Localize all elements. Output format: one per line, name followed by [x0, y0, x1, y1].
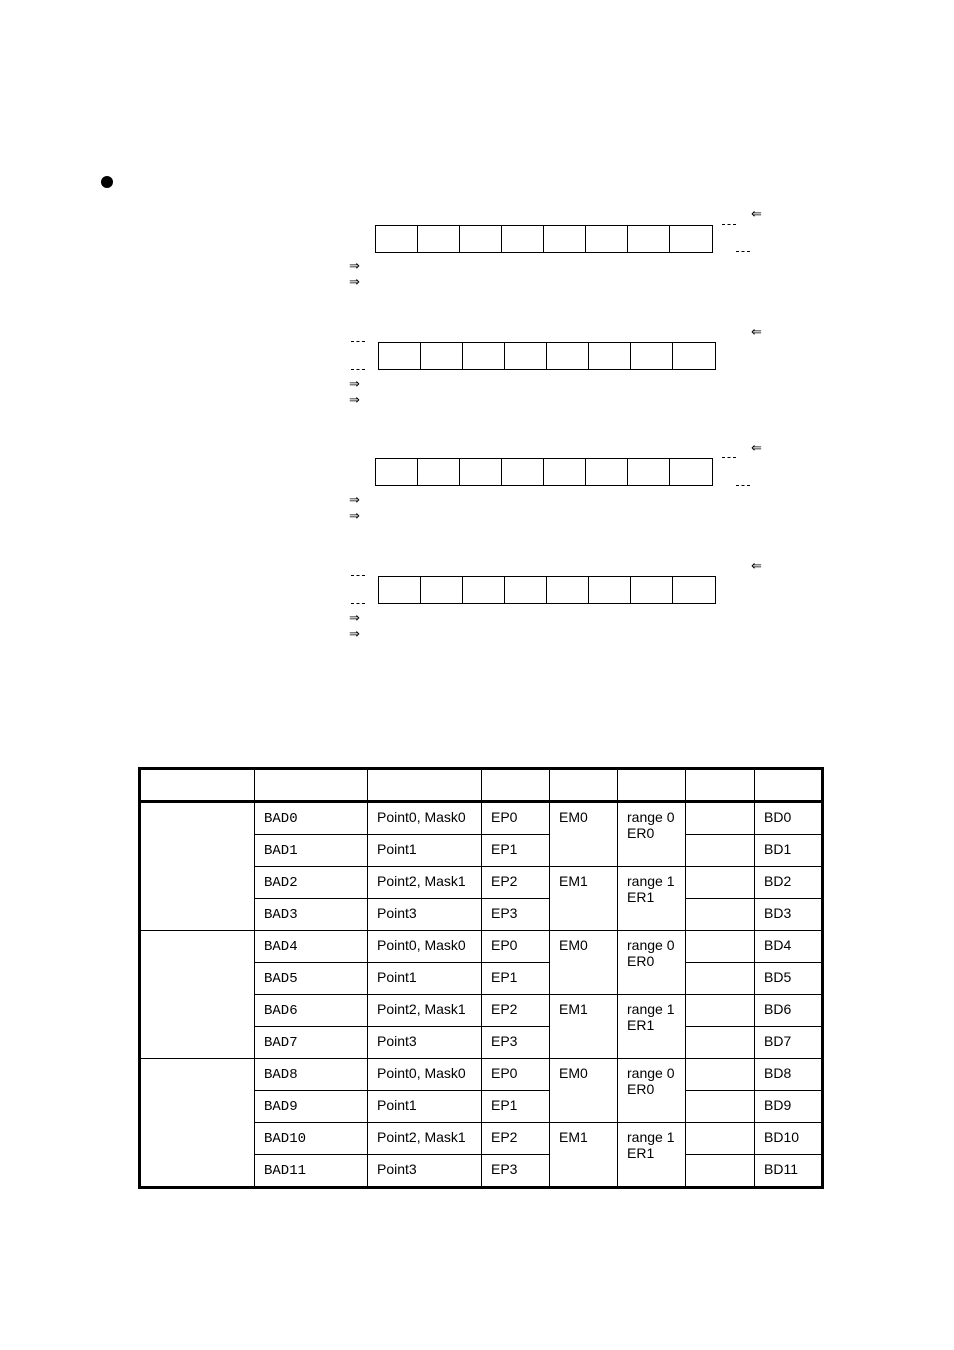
bd-cell: BD1 — [755, 835, 823, 867]
register-cells — [378, 576, 716, 604]
left-arrow-icon: ⇐ — [751, 441, 762, 456]
bad-cell: BAD1 — [255, 835, 368, 867]
ep-cell: EP3 — [482, 899, 550, 931]
register-cells — [378, 342, 716, 370]
bad-cell: BAD7 — [255, 1027, 368, 1059]
table-header-cell — [255, 769, 368, 802]
dash-line — [736, 251, 750, 252]
point-cell: Point3 — [368, 899, 482, 931]
bd-cell: BD7 — [755, 1027, 823, 1059]
empty-cell — [686, 1059, 755, 1091]
bullet-dot — [101, 176, 113, 188]
group-label-cell — [140, 931, 255, 1059]
bad-cell: BAD8 — [255, 1059, 368, 1091]
range-cell: range 1 ER1 — [618, 867, 686, 931]
left-arrow-icon: ⇐ — [751, 559, 762, 574]
range-cell: range 0 ER0 — [618, 802, 686, 867]
group-label-cell — [140, 802, 255, 931]
empty-cell — [686, 802, 755, 835]
empty-cell — [686, 931, 755, 963]
empty-cell — [686, 1123, 755, 1155]
ep-cell: EP1 — [482, 835, 550, 867]
em-cell: EM0 — [550, 931, 618, 995]
point-cell: Point2, Mask1 — [368, 867, 482, 899]
empty-cell — [686, 899, 755, 931]
point-cell: Point3 — [368, 1155, 482, 1188]
point-cell: Point1 — [368, 963, 482, 995]
bd-cell: BD6 — [755, 995, 823, 1027]
point-cell: Point1 — [368, 1091, 482, 1123]
bad-cell: BAD3 — [255, 899, 368, 931]
empty-cell — [686, 867, 755, 899]
bd-cell: BD10 — [755, 1123, 823, 1155]
dash-line — [351, 369, 365, 370]
bd-cell: BD4 — [755, 931, 823, 963]
ep-cell: EP0 — [482, 931, 550, 963]
em-cell: EM1 — [550, 1123, 618, 1188]
point-cell: Point0, Mask0 — [368, 931, 482, 963]
left-arrow-icon: ⇐ — [751, 325, 762, 340]
right-arrow-icon: ⇒ — [349, 259, 360, 274]
table-row — [140, 802, 823, 835]
empty-cell — [686, 1091, 755, 1123]
table-header-cell — [482, 769, 550, 802]
range-cell: range 0 ER0 — [618, 931, 686, 995]
right-arrow-icon: ⇒ — [349, 393, 360, 408]
bd-cell: BD5 — [755, 963, 823, 995]
group-label-cell — [140, 1059, 255, 1188]
ep-cell: EP0 — [482, 802, 550, 835]
ep-cell: EP1 — [482, 1091, 550, 1123]
table-header-cell — [755, 769, 823, 802]
bad-cell: BAD0 — [255, 802, 368, 835]
ep-cell: EP3 — [482, 1027, 550, 1059]
point-cell: Point0, Mask0 — [368, 802, 482, 835]
bad-cell: BAD10 — [255, 1123, 368, 1155]
range-cell: range 1 ER1 — [618, 995, 686, 1059]
empty-cell — [686, 835, 755, 867]
right-arrow-icon: ⇒ — [349, 377, 360, 392]
point-cell: Point0, Mask0 — [368, 1059, 482, 1091]
table-header-cell — [550, 769, 618, 802]
table-header-cell — [140, 769, 255, 802]
left-arrow-icon: ⇐ — [751, 207, 762, 222]
dash-line — [351, 603, 365, 604]
ep-cell: EP1 — [482, 963, 550, 995]
table-header-cell — [368, 769, 482, 802]
bd-cell: BD3 — [755, 899, 823, 931]
dash-line — [351, 341, 365, 342]
right-arrow-icon: ⇒ — [349, 611, 360, 626]
em-cell: EM1 — [550, 995, 618, 1059]
bad-cell: BAD6 — [255, 995, 368, 1027]
right-arrow-icon: ⇒ — [349, 627, 360, 642]
dash-line — [351, 575, 365, 576]
right-arrow-icon: ⇒ — [349, 493, 360, 508]
ep-cell: EP3 — [482, 1155, 550, 1188]
empty-cell — [686, 995, 755, 1027]
point-cell: Point2, Mask1 — [368, 995, 482, 1027]
table-header-cell — [686, 769, 755, 802]
table-header-row — [140, 769, 823, 802]
empty-cell — [686, 1027, 755, 1059]
bd-cell: BD9 — [755, 1091, 823, 1123]
bd-cell: BD11 — [755, 1155, 823, 1188]
ep-cell: EP2 — [482, 867, 550, 899]
em-cell: EM0 — [550, 1059, 618, 1123]
ep-cell: EP2 — [482, 995, 550, 1027]
ep-cell: EP0 — [482, 1059, 550, 1091]
table-header-cell — [618, 769, 686, 802]
empty-cell — [686, 963, 755, 995]
bd-cell: BD0 — [755, 802, 823, 835]
table-row — [140, 931, 823, 963]
bad-cell: BAD4 — [255, 931, 368, 963]
bd-cell: BD8 — [755, 1059, 823, 1091]
breakpoint-table — [138, 767, 824, 1189]
point-cell: Point1 — [368, 835, 482, 867]
point-cell: Point2, Mask1 — [368, 1123, 482, 1155]
ep-cell: EP2 — [482, 1123, 550, 1155]
right-arrow-icon: ⇒ — [349, 275, 360, 290]
bad-cell: BAD11 — [255, 1155, 368, 1188]
right-arrow-icon: ⇒ — [349, 509, 360, 524]
bd-cell: BD2 — [755, 867, 823, 899]
em-cell: EM1 — [550, 867, 618, 931]
register-cells — [375, 225, 713, 253]
empty-cell — [686, 1155, 755, 1188]
range-cell: range 1 ER1 — [618, 1123, 686, 1188]
dash-line — [722, 224, 736, 225]
dash-line — [722, 457, 736, 458]
dash-line — [736, 485, 750, 486]
point-cell: Point3 — [368, 1027, 482, 1059]
bad-cell: BAD2 — [255, 867, 368, 899]
table-row — [140, 1059, 823, 1091]
register-cells — [375, 458, 713, 486]
em-cell: EM0 — [550, 802, 618, 867]
bad-cell: BAD5 — [255, 963, 368, 995]
bad-cell: BAD9 — [255, 1091, 368, 1123]
range-cell: range 0 ER0 — [618, 1059, 686, 1123]
